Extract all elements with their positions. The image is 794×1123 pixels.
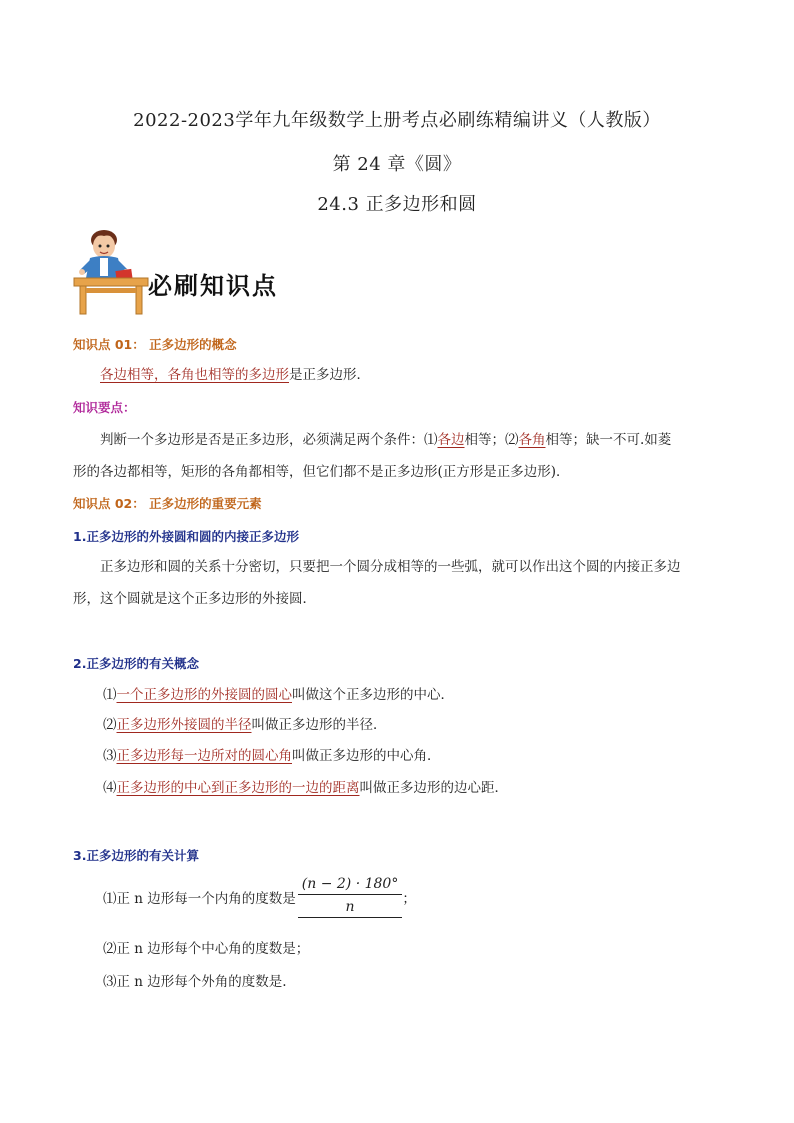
kp2-subsection-1-line-1: 正多边形和圆的关系十分密切，只要把一个圆分成相等的一些弧，就可以作出这个圆的内接正多边 <box>100 559 681 575</box>
list-item <box>103 746 441 766</box>
key-points-line-1-b: 相等；⑵ <box>464 432 519 448</box>
kp2-subsection-2-heading: 2.正多边形的有关概念 <box>73 656 199 671</box>
kp1-heading: 知识点 01： 正多边形的概念 <box>73 337 237 352</box>
fraction-denominator: n <box>298 895 403 918</box>
list-item-underlined: 正多边形的中心到正多边形的一边的距离 <box>116 780 360 796</box>
kp2-subsection-1-heading: 1.正多边形的外接圆和圆的内接正多边形 <box>73 529 299 544</box>
banner-label: 必刷知识点 <box>148 272 278 300</box>
list-item-rest: 叫做正多边形的半径． <box>251 717 387 733</box>
list-item-prefix: ⑷ <box>103 780 117 796</box>
kp1-definition-rest: 是正多边形． <box>289 367 370 383</box>
fraction-numerator: (n − 2) · 180° <box>298 876 403 895</box>
key-points-underlined-angles: 各角 <box>518 432 546 448</box>
key-points-underlined-sides: 各边 <box>437 432 465 448</box>
kp1-definition-underlined: 各边相等，各角也相等的多边形 <box>100 367 289 383</box>
key-points-line-2: 形的各边都相等，矩形的各角都相等，但它们都不是正多边形(正方形是正多边形)． <box>73 464 570 480</box>
key-points-heading: 知识要点： <box>73 400 136 415</box>
list-item <box>103 876 416 918</box>
key-points-line-1-a: 判断一个多边形是否是正多边形，必须满足两个条件：⑴ <box>100 432 438 448</box>
student-at-desk-icon <box>72 226 152 316</box>
chapter-title: 第 24 章《圆》 <box>332 154 462 175</box>
kp1-definition <box>100 365 370 385</box>
list-item <box>103 778 508 798</box>
section-title: 24.3 正多边形和圆 <box>317 194 477 215</box>
list-item-underlined: 正多边形每一边所对的圆心角 <box>116 748 292 764</box>
key-points-line-1 <box>100 430 671 450</box>
list-item-rest: 叫做这个正多边形的中心． <box>292 687 454 703</box>
list-item-prefix: ⑶ <box>103 748 117 764</box>
key-points-line-1-c: 相等；缺一不可.如菱 <box>545 432 672 448</box>
list-item-text: ⑴正 n 边形每一个内角的度数是 <box>103 891 296 907</box>
list-item <box>103 685 454 705</box>
list-item: ⑵正 n 边形每个中心角的度数是； <box>103 941 310 957</box>
list-item-tail: ； <box>402 891 416 907</box>
list-item-underlined: 正多边形外接圆的半径 <box>116 717 252 733</box>
kp2-subsection-3-heading: 3.正多边形的有关计算 <box>73 848 199 863</box>
document-title: 2022-2023学年九年级数学上册考点必刷练精编讲义（人教版） <box>133 110 661 131</box>
list-item-underlined: 一个正多边形的外接圆的圆心 <box>116 687 292 703</box>
list-item: ⑶正 n 边形每个外角的度数是. <box>103 974 287 990</box>
kp2-subsection-1-line-2: 形，这个圆就是这个正多边形的外接圆． <box>73 591 316 607</box>
list-item-prefix: ⑵ <box>103 717 117 733</box>
list-item-rest: 叫做正多边形的边心距． <box>359 780 508 796</box>
kp2-heading: 知识点 02： 正多边形的重要元素 <box>73 496 262 511</box>
list-item <box>103 715 387 735</box>
list-item-prefix: ⑴ <box>103 687 117 703</box>
interior-angle-fraction <box>298 876 403 918</box>
list-item-rest: 叫做正多边形的中心角． <box>292 748 441 764</box>
